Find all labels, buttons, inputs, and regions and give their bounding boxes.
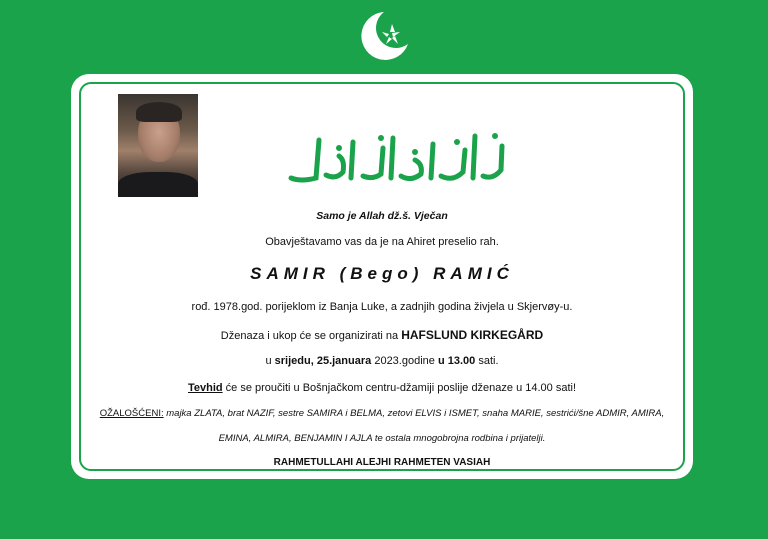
arabic-calligraphy-icon	[281, 120, 511, 188]
mourners-label: OŽALOŠĆENI:	[99, 408, 164, 419]
mourners-line-1	[81, 408, 683, 419]
card-border	[79, 82, 685, 471]
funeral-line	[81, 328, 683, 342]
tevhid-text: će se proučiti u Bošnjačkom centru-džamiji poslije dženaze u 14.00 sati!	[225, 382, 577, 394]
tevhid-label: Tevhid	[187, 382, 223, 394]
bio: rođ. 1978.god. porijeklom iz Banja Luke, a zadnjih godina živjela u Skjervøy-u.	[191, 301, 573, 313]
funeral-place: HAFSLUND KIRKEGÅRD	[401, 328, 544, 342]
mourners-line-2: EMINA, ALMIRA, BENJAMIN I AJLA te ostala mnogobrojna rodbina i prijatelji.	[218, 433, 546, 444]
closing-prayer: RAHMETULLAHI ALEJHI RAHMETEN VASIAH	[273, 457, 491, 468]
deceased-name: SAMIR (Bego) RAMIĆ	[250, 264, 514, 283]
date-year: 2023.godine	[374, 355, 435, 367]
time-suffix: sati.	[478, 355, 499, 367]
time-bold: u 13.00	[437, 355, 476, 367]
motto: Samo je Allah dž.š. Vječan	[316, 210, 448, 222]
mourners-text-1: majka ZLATA, brat NAZIF, sestre SAMIRA i BELMA, zetovi ELVIS i ISMET, snaha MARIE, sestrići/šne ADMIR, AMIRA,	[166, 408, 665, 419]
date-prefix: u	[265, 355, 272, 367]
crescent-star-icon	[354, 10, 414, 62]
tevhid-line	[81, 382, 683, 394]
funeral-prefix: Dženaza i ukop će se organizirati na	[220, 330, 399, 342]
obituary-card	[71, 74, 693, 479]
date-bold: srijedu, 25.januara	[274, 355, 372, 367]
announcement: Obavještavamo vas da je na Ahiret preselio rah.	[265, 236, 499, 248]
portrait-photo	[118, 94, 198, 197]
date-line	[81, 355, 683, 367]
